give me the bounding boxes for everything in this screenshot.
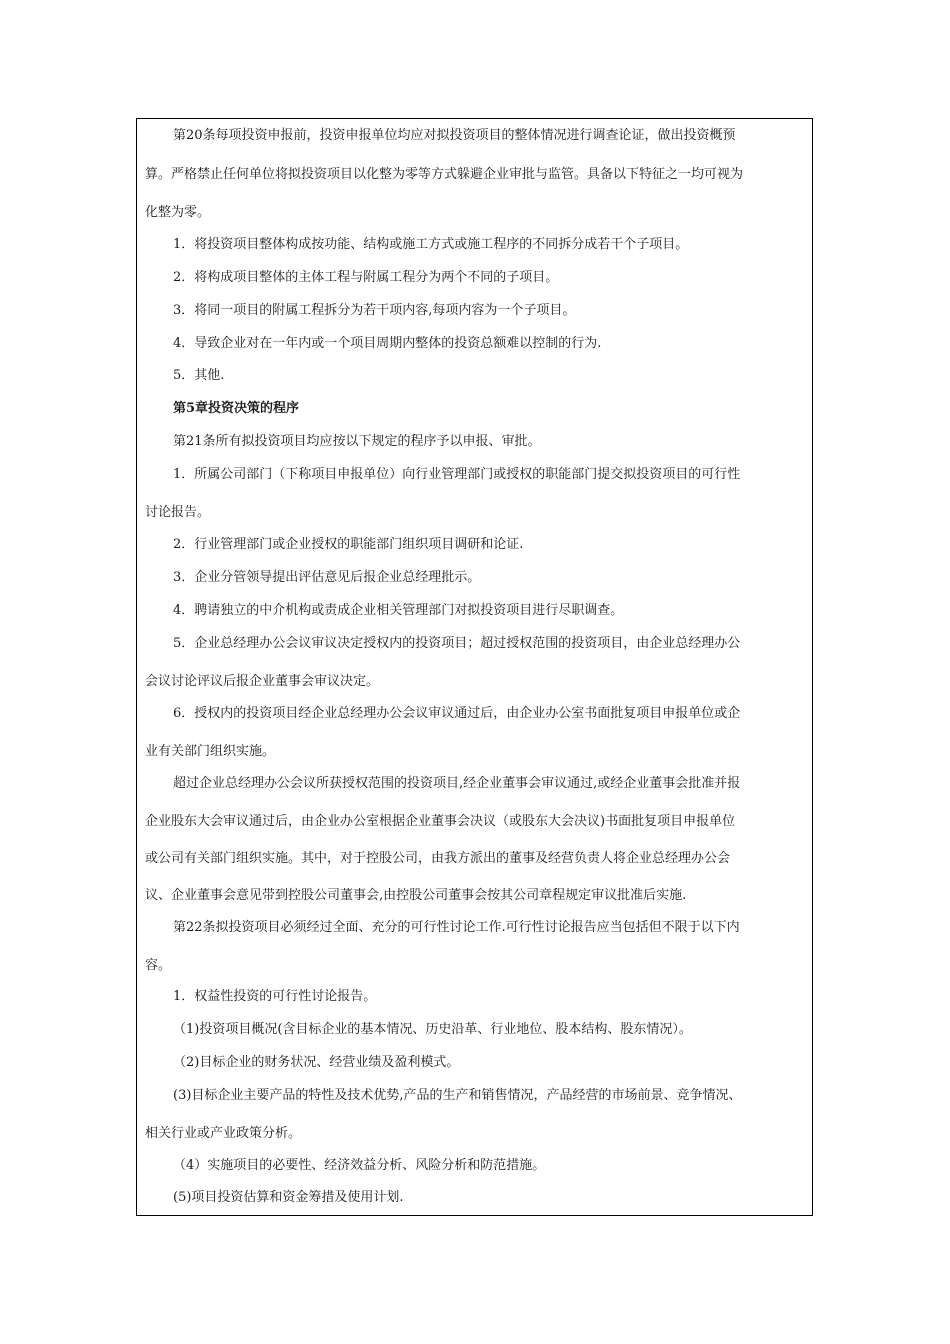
list-item: 3．将同一项目的附属工程拆分为若干项内容,每项内容为一个子项目。 [173, 303, 576, 318]
chapter-heading: 第5章投资决策的程序 [173, 401, 300, 416]
list-item: 2．将构成项目整体的主体工程与附属工程分为两个不同的子项目。 [173, 270, 559, 285]
list-item: （2)目标企业的财务状况、经营业绩及盈利模式。 [173, 1055, 460, 1070]
list-item: 5．其他. [173, 368, 225, 383]
paragraph-line: 第20条每项投资申报前，投资申报单位均应对拟投资项目的整体情况进行调查论证，做出投资概预 [173, 128, 736, 143]
paragraph-line: 讨论报告。 [145, 505, 211, 520]
document-frame [136, 118, 813, 1216]
list-item: 1．权益性投资的可行性讨论报告。 [173, 989, 377, 1004]
list-item: 4．聘请独立的中介机构或责成企业相关管理部门对拟投资项目进行尽职调查。 [173, 603, 624, 618]
list-item: 2．行业管理部门或企业授权的职能部门组织项目调研和论证. [173, 537, 524, 552]
list-item: 1．所属公司部门（下称项目申报单位）向行业管理部门或授权的职能部门提交拟投资项目的可行性 [173, 467, 741, 482]
list-item: (3)目标企业主要产品的特性及技术优势,产品的生产和销售情况，产品经营的市场前景、竞争情况、 [173, 1088, 742, 1103]
list-item: 1．将投资项目整体构成按功能、结构或施工方式或施工程序的不同拆分成若干个子项目。 [173, 237, 689, 252]
list-item: 6．授权内的投资项目经企业总经理办公会议审议通过后，由企业办公室书面批复项目申报单位或企 [173, 706, 741, 721]
paragraph-line: 业有关部门组织实施。 [145, 744, 276, 759]
paragraph-line: 第21条所有拟投资项目均应按以下规定的程序予以申报、审批。 [173, 434, 541, 449]
paragraph-line: 算。严格禁止任何单位将拟投资项目以化整为零等方式躲避企业审批与监管。具备以下特征之一均可视为 [145, 167, 744, 182]
list-item: 5．企业总经理办公会议审议决定授权内的投资项目；超过授权范围的投资项目，由企业总经理办公 [173, 636, 741, 651]
list-item: 3．企业分管领导提出评估意见后报企业总经理批示。 [173, 570, 481, 585]
paragraph-line: 相关行业或产业政策分析。 [145, 1126, 302, 1141]
list-item: 4．导致企业对在一年内或一个项目周期内整体的投资总额难以控制的行为. [173, 336, 602, 351]
paragraph-line: 容。 [145, 958, 172, 973]
list-item: （1)投资项目概况(含目标企业的基本情况、历史沿革、行业地位、股本结构、股东情况）。 [173, 1022, 692, 1037]
paragraph-line: 化整为零。 [145, 205, 211, 220]
paragraph-line: 或公司有关部门组织实施。其中，对于控股公司，由我方派出的董事及经营负责人将企业总经理办公会 [145, 851, 731, 866]
paragraph-line: 超过企业总经理办公会议所获授权范围的投资项目,经企业董事会审议通过,或经企业董事会批准并报 [173, 776, 741, 791]
paragraph-line: 会议讨论评议后报企业董事会审议决定。 [145, 674, 380, 689]
list-item: （4）实施项目的必要性、经济效益分析、风险分析和防范措施。 [173, 1158, 546, 1173]
paragraph-line: 企业股东大会审议通过后，由企业办公室根据企业董事会决议（或股东大会决议)书面批复项目申报单位 [145, 814, 736, 829]
paragraph-line: 第22条拟投资项目必须经过全面、充分的可行性讨论工作.可行性讨论报告应当包括但不限于以下内 [173, 920, 740, 935]
list-item: (5)项目投资估算和资金筹措及使用计划. [173, 1190, 404, 1205]
paragraph-line: 议、企业董事会意见带到控股公司董事会,由控股公司董事会按其公司章程规定审议批准后实施. [145, 888, 687, 903]
